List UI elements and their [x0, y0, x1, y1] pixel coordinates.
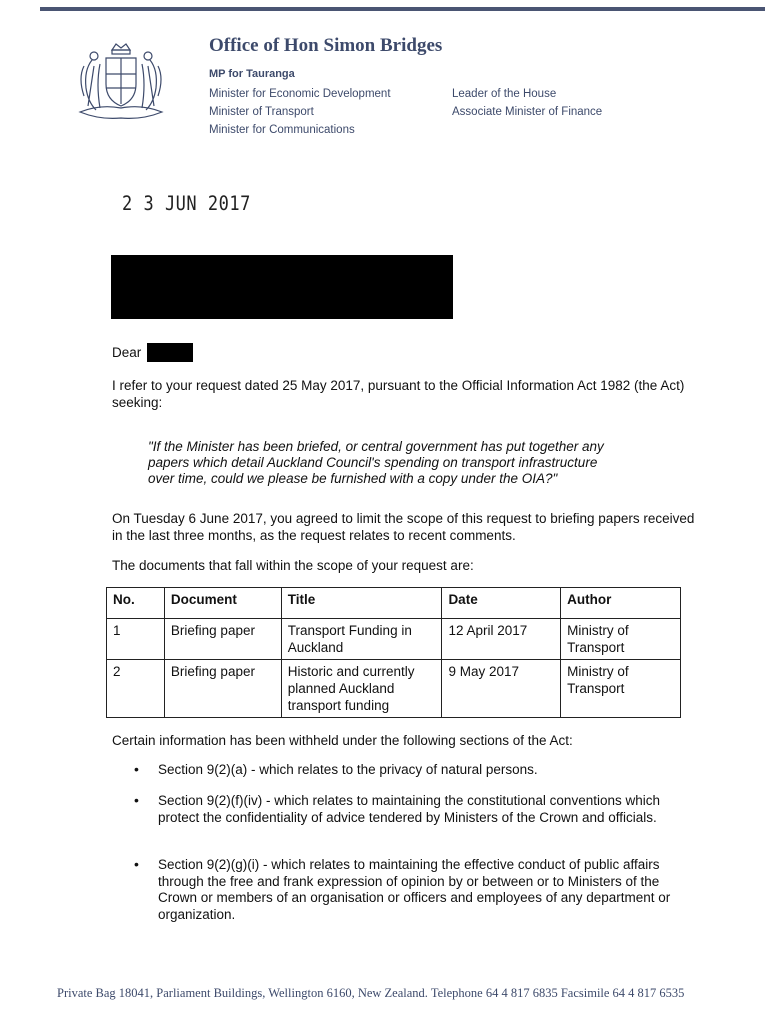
table-header-row: [107, 588, 681, 619]
office-title: Office of Hon Simon Bridges: [209, 35, 443, 56]
header-title: Title: [281, 588, 442, 619]
cell-no: 2: [107, 660, 165, 718]
redacted-name: [147, 343, 193, 362]
cell-author: Ministry of Transport: [561, 660, 681, 718]
redacted-address: [111, 255, 453, 319]
paragraph-request: I refer to your request dated 25 May 2017, pursuant to the Official Information Act 1982 (the Act) seeking:: [112, 378, 685, 410]
cell-title: Historic and currently planned Auckland transport funding: [281, 660, 442, 718]
paragraph-documents-intro: The documents that fall within the scope of your request are:: [112, 558, 474, 573]
paragraph-scope: On Tuesday 6 June 2017, you agreed to limit the scope of this request to briefing papers received in the last three months, as the request relates to recent comments.: [112, 511, 695, 543]
salutation: Dear: [112, 345, 142, 360]
bullet-section-9-2-f-iv: Section 9(2)(f)(iv) - which relates to maintaining the constitutional conventions which protect the confidentiality of advice tendered by Ministers of the Crown and officials.: [158, 793, 660, 825]
cell-document: Briefing paper: [164, 619, 281, 660]
documents-table: [106, 587, 681, 718]
header-document: Document: [164, 588, 281, 619]
cell-document: Briefing paper: [164, 660, 281, 718]
bullet-section-9-2-a: Section 9(2)(a) - which relates to the privacy of natural persons.: [158, 762, 538, 777]
role-economic-development: Minister for Economic Development: [209, 88, 391, 100]
footer-contact: Private Bag 18041, Parliament Buildings, Wellington 6160, New Zealand. Telephone 64 4 817 6835 Facsimile 64 4 817 6535: [57, 986, 685, 1000]
letterhead-rule: [40, 7, 765, 11]
cell-title: Transport Funding in Auckland: [281, 619, 442, 660]
role-communications: Minister for Communications: [209, 124, 355, 136]
header-author: Author: [561, 588, 681, 619]
table-row: [107, 660, 681, 718]
request-quote: "If the Minister has been briefed, or central government has put together any papers which detail Auckland Council's spending on transport infrastructure over time, could we please be furnished with a copy under the OIA?": [148, 439, 604, 486]
paragraph-withheld-intro: Certain information has been withheld under the following sections of the Act:: [112, 733, 573, 748]
coat-of-arms-icon: [72, 36, 170, 124]
bullet-icon: •: [134, 792, 139, 808]
role-transport: Minister of Transport: [209, 106, 314, 118]
role-leader-house: Leader of the House: [452, 88, 557, 100]
table-row: [107, 619, 681, 660]
header-date: Date: [442, 588, 561, 619]
bullet-icon: •: [134, 856, 139, 872]
mp-electorate: MP for Tauranga: [209, 68, 295, 80]
cell-date: 12 April 2017: [442, 619, 561, 660]
bullet-section-9-2-g-i: Section 9(2)(g)(i) - which relates to maintaining the effective conduct of public affairs through the free and frank expression of opinion by or between or to Ministers of the Crown or members of an organisation or officers and employees of any department or organization.: [158, 857, 671, 922]
bullet-icon: •: [134, 761, 139, 777]
cell-date: 9 May 2017: [442, 660, 561, 718]
date-stamp: 2 3 JUN 2017: [122, 192, 251, 216]
cell-author: Ministry of Transport: [561, 619, 681, 660]
cell-no: 1: [107, 619, 165, 660]
header-no: No.: [107, 588, 165, 619]
role-associate-finance: Associate Minister of Finance: [452, 106, 603, 118]
